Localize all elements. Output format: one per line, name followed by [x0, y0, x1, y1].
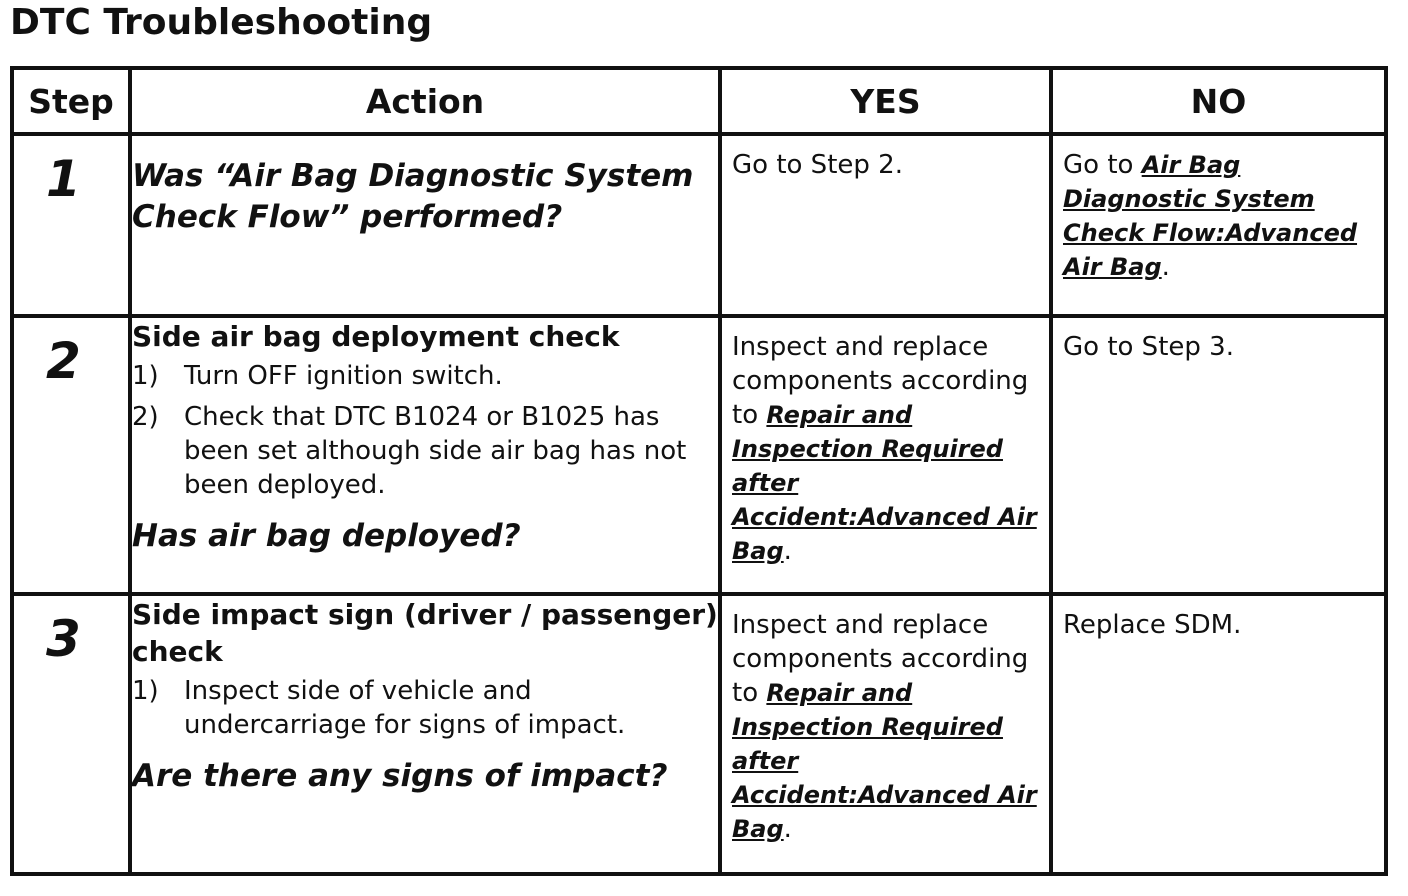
no-cell — [1051, 594, 1386, 874]
yes-cell — [720, 316, 1051, 594]
substep-number: 1) — [132, 676, 159, 706]
substep-item — [132, 674, 718, 742]
step-number: 3 — [46, 610, 81, 668]
yes-link[interactable]: Repair and Inspection Required after Accident:Advanced Air Bag — [732, 679, 1037, 843]
yes-cell — [720, 594, 1051, 874]
header-no: NO — [1051, 68, 1386, 134]
yes-suffix: . — [783, 814, 792, 844]
no-suffix: . — [1161, 252, 1170, 282]
action-question: Was “Air Bag Diagnostic System Check Flow” performed? — [132, 158, 694, 235]
yes-answer — [722, 596, 1049, 852]
yes-text: Go to Step 2. — [732, 150, 903, 180]
no-text: Replace SDM. — [1063, 610, 1242, 640]
table-row — [12, 594, 1386, 874]
substep-list — [132, 674, 718, 742]
step-number: 2 — [46, 332, 81, 390]
action-cell — [130, 134, 720, 316]
step-cell — [12, 594, 130, 874]
yes-suffix: . — [783, 536, 792, 566]
no-text: Go to Step 3. — [1063, 332, 1234, 362]
substep-item — [132, 359, 718, 393]
table-header-row — [12, 68, 1386, 134]
no-cell — [1051, 134, 1386, 316]
step-cell — [12, 316, 130, 594]
yes-cell — [720, 134, 1051, 316]
substep-number: 2) — [132, 402, 159, 432]
no-link[interactable]: Air Bag Diagnostic System Check Flow:Advanced Air Bag — [1063, 151, 1358, 281]
table-row — [12, 316, 1386, 594]
yes-answer — [722, 318, 1049, 574]
yes-prefix: Inspect and replace components according to — [732, 610, 1029, 708]
substep-text: Turn OFF ignition switch. — [184, 361, 503, 391]
header-step: Step — [12, 68, 130, 134]
no-answer — [1053, 136, 1384, 290]
table-row — [12, 134, 1386, 316]
substep-number: 1) — [132, 361, 159, 391]
action-question: Has air bag deployed? — [132, 518, 521, 554]
action-cell — [130, 316, 720, 594]
step-number: 1 — [46, 150, 81, 208]
action-title: Side air bag deployment check — [132, 320, 620, 353]
substep-text: Check that DTC B1024 or B1025 has been set although side air bag has not been deployed. — [184, 402, 687, 500]
substep-text: Inspect side of vehicle and undercarriage for signs of impact. — [184, 676, 626, 740]
substep-list — [132, 359, 718, 502]
substep-item — [132, 400, 718, 502]
yes-prefix: Inspect and replace components according to — [732, 332, 1029, 430]
no-prefix: Go to — [1063, 150, 1142, 180]
yes-link[interactable]: Repair and Inspection Required after Accident:Advanced Air Bag — [732, 401, 1037, 565]
header-action: Action — [130, 68, 720, 134]
page-title: DTC Troubleshooting — [10, 2, 433, 43]
step-cell — [12, 134, 130, 316]
header-yes: YES — [720, 68, 1051, 134]
action-cell — [130, 594, 720, 874]
action-title: Side impact sign (driver / passenger) check — [132, 598, 718, 668]
action-question: Are there any signs of impact? — [132, 758, 668, 794]
no-cell — [1051, 316, 1386, 594]
dtc-troubleshooting-table — [10, 66, 1388, 876]
